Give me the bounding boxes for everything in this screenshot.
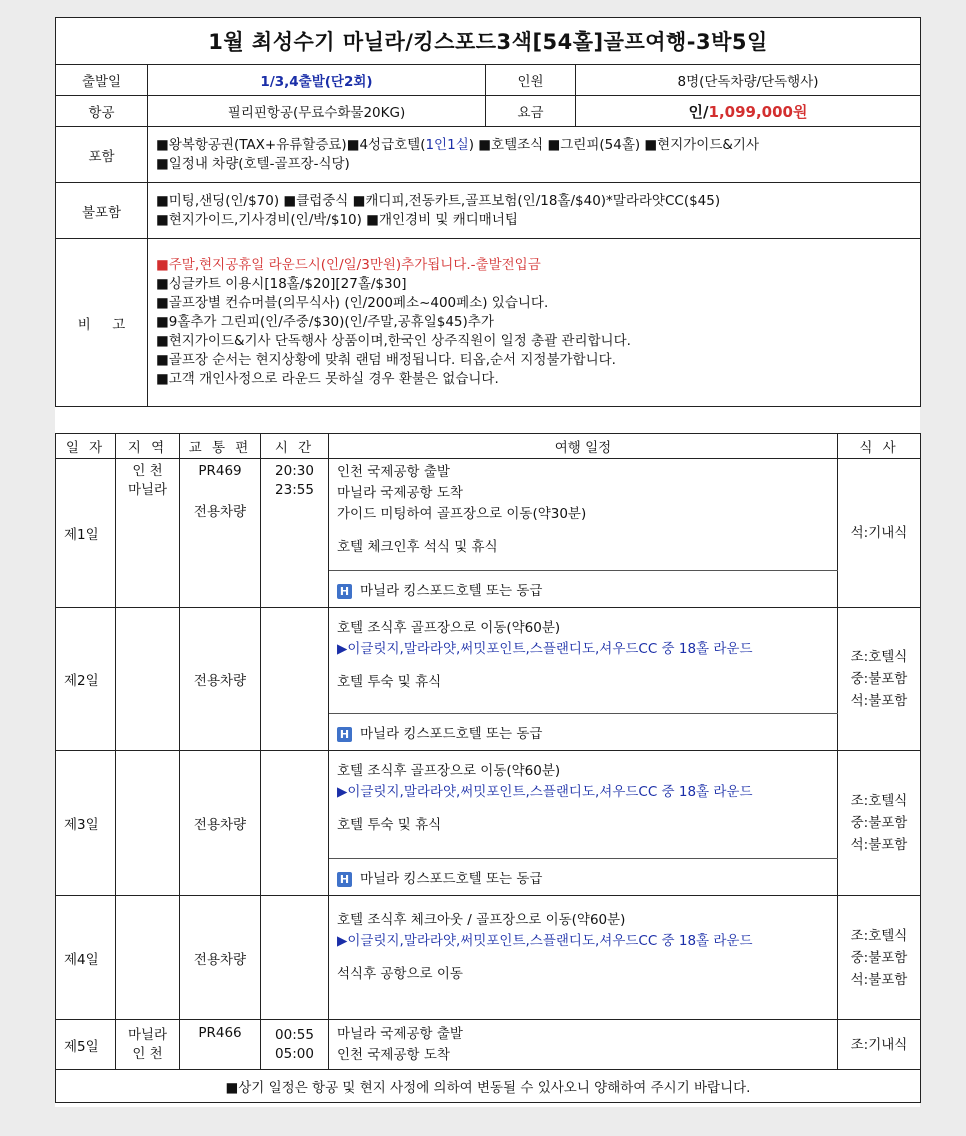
plan-line: 마닐라 국제공항 도착 [337,485,463,501]
day-1-hotel [329,571,838,608]
day-3-hotel [329,859,838,896]
plan-line: 인천 국제공항 도착 [337,1046,450,1063]
include-content [148,127,921,183]
people-value: 8명(단독차량/단독행사) [576,65,921,96]
include-line-2: ■일정내 차량(호텔-골프장-식당) [156,155,350,172]
meal-line: 중:불포함 [850,671,908,687]
include-single-room: 1인1실 [425,136,469,153]
region-to: 인 천 [132,1045,163,1062]
header-date: 일 자 [56,434,116,459]
remark-line: ■현지가이드&기사 단독행사 상품이며,한국인 상주직원이 일정 총괄 관리합니다. [156,333,631,349]
info-table [55,17,921,407]
meal-line: 중:불포함 [850,815,908,831]
day-1-time [261,459,329,608]
fee-value: 1,099,000원 [708,102,808,121]
exclude-content [148,183,921,239]
header-plan: 여행 일정 [329,434,838,459]
time-depart: 20:30 [275,463,314,479]
remark-line: ■골프장 순서는 현지상황에 맞춰 랜덤 배정됩니다. 티옵,순서 지정불가합니다. [156,352,616,368]
header-transport: 교 통 편 [180,434,261,459]
day-2-hotel [329,714,838,751]
day-2-transport: 전용차량 [180,608,261,751]
include-text-c: ) ■호텔조식 ■그린피(54홀) ■현지가이드&기사 [468,136,759,153]
hotel-name: 마닐라 킹스포드호텔 또는 동급 [360,726,543,742]
hotel-icon: H [337,727,352,742]
hotel-icon: H [337,872,352,887]
remark-line: ■고객 개인사정으로 라운드 못하실 경우 환불은 없습니다. [156,371,499,387]
footer-notice: ■상기 일정은 항공 및 현지 사정에 의하여 변동될 수 있사오니 양해하여 주시기 바랍니다. [56,1070,921,1103]
day-1-plan [329,459,838,571]
day-3-time [261,751,329,896]
exclude-line-1: ■미팅,샌딩(인/$70) ■클럽중식 ■캐디피,전동카트,골프보험(인/18홀/$40)*말라라얏CC($45) [156,192,721,209]
day-5-time [261,1020,329,1070]
air-label: 항공 [56,96,148,127]
schedule-table [55,433,921,1103]
include-text-a: ■왕복항공권(TAX+유류할증료)■4성급호텔( [156,136,426,153]
day-5-meals [838,1020,921,1070]
day-2-label: 제2일 [56,608,116,751]
remark-line: ■골프장별 컨슈머블(의무식사) (인/200페소~400페소) 있습니다. [156,295,549,311]
meal-line: 중:불포함 [850,949,908,966]
plan-line: 석식후 공항으로 이동 [337,966,463,982]
remarks-label: 비 고 [56,239,148,407]
meal-line: 조:호텔식 [850,927,908,944]
region-to: 마닐라 [127,482,168,498]
plan-line: 호텔 체크인후 석식 및 휴식 [337,539,498,555]
day-2-plan [329,608,838,714]
meal-line: 조:기내식 [850,1036,908,1053]
plan-line: 호텔 조식후 골프장으로 이동(약60분) [337,763,561,779]
day-4-time [261,896,329,1020]
day-4-region [116,896,180,1020]
golf-course-line: ▶이글릿지,말라라얏,써밋포인트,스플랜디도,셔우드CC 중 18홀 라운드 [337,933,753,949]
day-4-meals [838,896,921,1020]
plan-line: 호텔 투숙 및 휴식 [337,674,442,690]
day-2-time [261,608,329,751]
header-region: 지 역 [116,434,180,459]
fee-label: 요금 [486,96,576,127]
remark-line: ■주말,현지공휴일 라운드시(인/일/3만원)추가됩니다.-출발전입금 [156,257,541,273]
transport-type: 전용차량 [193,504,247,520]
depart-value: 1/3,4출발(단2회) [148,65,486,96]
day-2-region [116,608,180,751]
meal-line: 석:불포함 [850,837,908,853]
remarks-content [148,239,921,407]
day-4-label: 제4일 [56,896,116,1020]
fee-cell [576,96,921,127]
day-1-meals [838,459,921,608]
day-1-transport [180,459,261,608]
meal-line: 조:호텔식 [850,649,908,665]
hotel-icon: H [337,584,352,599]
time-arrive: 23:55 [275,482,314,498]
fee-prefix: 인/ [688,102,709,121]
plan-line: 가이드 미팅하여 골프장으로 이동(약30분) [337,506,587,522]
exclude-line-2: ■현지가이드,기사경비(인/박/$10) ■개인경비 및 캐디매너팁 [156,211,518,228]
remark-line: ■9홀추가 그린피(인/주중/$30)(인/주말,공휴일$45)추가 [156,314,494,330]
day-3-label: 제3일 [56,751,116,896]
time-arrive: 05:00 [275,1045,314,1062]
meal-line: 석:불포함 [850,971,908,988]
day-2-meals [838,608,921,751]
time-depart: 00:55 [275,1026,314,1043]
region-from: 마닐라 [127,1026,168,1043]
exclude-label: 불포함 [56,183,148,239]
plan-line: 호텔 조식후 골프장으로 이동(약60분) [337,620,561,636]
hotel-name: 마닐라 킹스포드호텔 또는 동급 [360,583,543,599]
header-time: 시 간 [261,434,329,459]
day-3-meals [838,751,921,896]
day-4-plan [329,896,838,1020]
page-title: 1월 최성수기 마닐라/킹스포드3색[54홀]골프여행-3박5일 [56,18,921,65]
itinerary-sheet [55,17,920,1107]
plan-line: 인천 국제공항 출발 [337,464,450,480]
region-from: 인 천 [132,463,163,479]
golf-course-line: ▶이글릿지,말라라얏,써밋포인트,스플랜디도,셔우드CC 중 18홀 라운드 [337,784,753,800]
day-5-label: 제5일 [56,1020,116,1070]
golf-course-line: ▶이글릿지,말라라얏,써밋포인트,스플랜디도,셔우드CC 중 18홀 라운드 [337,641,753,657]
day-3-region [116,751,180,896]
day-3-transport: 전용차량 [180,751,261,896]
day-1-region [116,459,180,608]
air-value: 필리핀항공(무료수화물20KG) [148,96,486,127]
include-label: 포함 [56,127,148,183]
flight-number: PR469 [198,463,242,479]
people-label: 인원 [486,65,576,96]
plan-line: 마닐라 국제공항 출발 [337,1025,463,1042]
day-4-transport: 전용차량 [180,896,261,1020]
depart-label: 출발일 [56,65,148,96]
day-3-plan [329,751,838,859]
hotel-name: 마닐라 킹스포드호텔 또는 동급 [360,871,543,887]
remark-line: ■싱글카트 이용시[18홀/$20][27홀/$30] [156,276,407,292]
day-1-label: 제1일 [56,459,116,608]
day-5-plan [329,1020,838,1070]
day-5-region [116,1020,180,1070]
meal-line: 석:불포함 [850,693,908,709]
meal-line: 석:기내식 [850,525,908,541]
plan-line: 호텔 투숙 및 휴식 [337,817,442,833]
meal-line: 조:호텔식 [850,793,908,809]
header-meals: 식 사 [838,434,921,459]
day-5-flight: PR466 [180,1020,261,1070]
plan-line: 호텔 조식후 체크아웃 / 골프장으로 이동(약60분) [337,912,626,928]
